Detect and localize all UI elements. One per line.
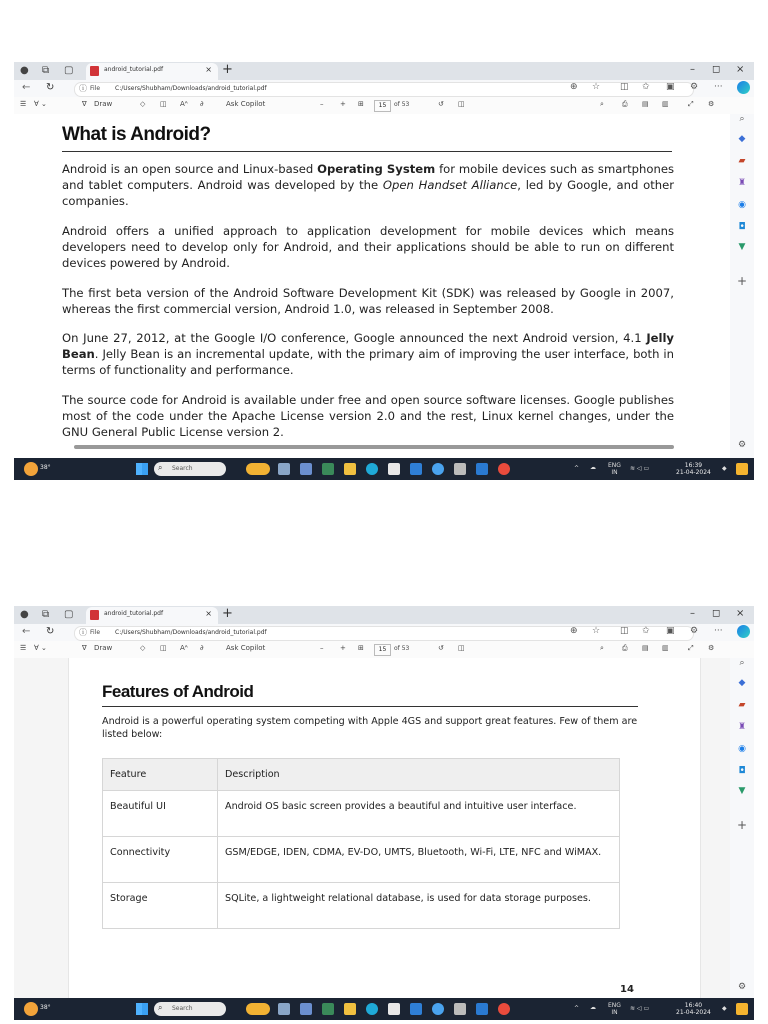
paragraph-3: The first beta version of the Android Software Development Kit (SDK) was released by Google in 2007, whereas the first commercial version, Android 1.0, was released in September 2008. [62,286,674,316]
settings-icon[interactable]: ⚙ [708,100,715,108]
collections-icon[interactable]: ▣ [666,82,675,92]
print-icon[interactable]: ⎙ [622,100,628,108]
network-volume-icon[interactable]: ≋ ◁ ▭ [630,1005,650,1012]
save-icon[interactable]: ▤ [642,644,649,652]
page-total: of 53 [394,645,410,652]
draw-button[interactable]: Draw [94,100,113,108]
description-cell: SQLite, a lightweight relational database, is used for data storage purposes. [218,883,620,929]
contents-icon[interactable]: ☰ [20,100,27,108]
back-icon[interactable]: ← [22,626,31,637]
save-as-icon[interactable]: ▥ [662,100,669,108]
zoom-in-button[interactable]: + [340,100,346,108]
sidebar-games-icon[interactable]: ♜ [737,178,747,188]
tab-title: android_tutorial.pdf [104,610,164,617]
windows-icon[interactable] [136,463,148,475]
sidebar-drop-icon[interactable]: ▼ [738,242,746,252]
fullscreen-icon[interactable]: ⤢ [688,644,694,652]
tab-android-tutorial[interactable] [86,63,218,80]
print-icon[interactable]: ⎙ [622,644,628,652]
search-icon: ⌕ [158,1003,163,1012]
address-path[interactable]: C:/Users/Shubham/Downloads/android_tutorial.pdf [115,629,267,636]
zoom-out-button[interactable]: – [320,100,324,108]
page-view-icon[interactable]: ◫ [160,100,167,108]
favorites-icon[interactable]: ✩ [642,626,650,636]
tab-bar [14,62,754,80]
favorites-icon[interactable]: ✩ [642,82,650,92]
weather-temp: 38° [40,464,51,471]
close-window-button[interactable]: × [736,608,745,619]
split-screen-icon[interactable]: ◫ [620,82,629,92]
copilot-icon[interactable] [737,81,750,94]
new-tab-button[interactable]: + [222,62,233,77]
photos-icon[interactable] [410,463,422,475]
tab-bar [14,606,754,624]
page-gutter [14,658,69,1000]
favorite-icon[interactable]: ☆ [592,626,601,636]
language-indicator[interactable]: ENG IN [608,462,621,476]
sidebar-search-icon[interactable]: ⌕ [739,114,745,124]
taskbar [14,998,754,1020]
edge-icon[interactable] [366,463,378,475]
read-aloud-icon[interactable]: ∂ [200,100,204,108]
sidebar-tools-icon[interactable]: ◉ [738,744,746,754]
fit-icon[interactable]: ⊞ [358,644,364,652]
pdf-icon [90,610,99,620]
copilot-taskbar-icon[interactable] [736,1003,748,1015]
save-as-icon[interactable]: ▥ [662,644,669,652]
weather-icon[interactable] [24,1002,38,1016]
features-table [102,758,620,929]
feature-cell: Connectivity [103,837,218,883]
tab-actions-icon[interactable]: ▢ [64,609,74,620]
zoom-out-button[interactable]: – [320,644,324,652]
sidebar-settings-icon[interactable]: ⚙ [737,440,747,450]
language-indicator[interactable]: ENG IN [608,1002,621,1016]
page-view-icon[interactable]: ◫ [160,644,167,652]
zoom-icon[interactable]: ⊕ [570,626,578,636]
more-button[interactable]: ··· [714,626,723,636]
store-icon[interactable] [388,1003,400,1015]
tab-title: android_tutorial.pdf [104,66,164,73]
page-gutter-right [700,658,730,1000]
taskbar-search[interactable] [154,1002,226,1016]
rotate-icon[interactable]: ↺ [438,644,444,652]
paragraph-2: Android offers a unified approach to application development for mobile devices which means developers need to develop only for Android, and their applications should be able to run on different devices powered by Android. [62,224,674,270]
fullscreen-icon[interactable]: ⤢ [688,100,694,108]
pdf-page-content [14,658,730,1000]
sidebar-outlook-icon[interactable]: ◘ [738,222,746,232]
horizontal-scrollbar[interactable] [14,444,730,450]
widget-icon[interactable] [246,463,270,475]
photos-icon[interactable] [410,1003,422,1015]
search-label: Search [172,1005,193,1012]
tab-close-icon[interactable]: × [205,609,212,618]
two-page-icon[interactable]: ◫ [458,100,465,108]
collections-icon[interactable]: ▣ [666,626,675,636]
sidebar-copilot-icon[interactable]: ◆ [738,678,746,688]
erase-icon[interactable]: ◇ [140,644,146,652]
maximize-button[interactable]: ◻ [712,608,721,619]
store-icon[interactable] [388,463,400,475]
address-label: File [90,85,101,92]
sidebar-outlook-icon[interactable]: ◘ [738,766,746,776]
sidebar-drop-icon[interactable]: ▼ [738,786,746,796]
widget-icon[interactable] [246,1003,270,1015]
weather-icon[interactable] [24,462,38,476]
table-row [103,791,620,837]
search-icon[interactable]: ⌕ [600,100,604,108]
pdf-page-content [14,114,730,458]
tray-chevron-icon[interactable]: ^ [574,1005,580,1012]
copilot-taskbar-icon[interactable] [736,463,748,475]
save-icon[interactable]: ▤ [642,100,649,108]
calculator-icon[interactable] [454,1003,466,1015]
zoom-icon[interactable]: ⊕ [570,82,578,92]
paragraph-4: On June 27, 2012, at the Google I/O conference, Google announced the next Android version, 4.1 Jelly Bean. Jelly Bean is an incremental update, with the primary aim of improving the user interface, both in terms of functionality and performance. [62,331,674,377]
header-description: Description [218,759,620,791]
extensions-icon[interactable]: ⚙ [690,626,699,636]
url-field[interactable] [74,82,694,97]
clock[interactable]: 16:40 21-04-2024 [676,1002,711,1016]
workspaces-icon[interactable]: ⧉ [42,65,50,76]
sidebar-shopping-icon[interactable]: ▰ [738,156,746,166]
app-icon[interactable] [432,1003,444,1015]
page-number-input[interactable]: 15 [374,644,391,656]
new-tab-button[interactable]: + [222,606,233,621]
page-heading: Features of Android [102,682,254,701]
sidebar-copilot-icon[interactable]: ◆ [738,134,746,144]
info-icon[interactable]: ⓘ [79,628,87,637]
media-icon[interactable] [322,1003,334,1015]
tray-chevron-icon[interactable]: ^ [574,465,580,472]
screenshot-page-15 [14,62,754,480]
minimize-button[interactable]: – [690,608,695,619]
draw-icon[interactable]: ∇ [82,644,87,652]
chrome-icon[interactable] [498,463,510,475]
ask-copilot-button[interactable]: Ask Copilot [226,644,266,652]
right-sidebar [730,114,754,458]
two-page-icon[interactable]: ◫ [458,644,465,652]
erase-icon[interactable]: ◇ [140,100,146,108]
taskbar [14,458,754,480]
task-view-icon[interactable] [278,463,290,475]
maximize-button[interactable]: ◻ [712,64,721,75]
table-row [103,883,620,929]
task-view-icon[interactable] [278,1003,290,1015]
address-bar [14,624,754,641]
draw-button[interactable]: Draw [94,644,113,652]
search-icon[interactable]: ⌕ [600,644,604,652]
refresh-icon[interactable]: ↻ [46,626,55,637]
settings-icon[interactable]: ⚙ [708,644,715,652]
draw-icon[interactable]: ∇ [82,100,87,108]
text-size-button[interactable]: Aᴬ [180,100,188,108]
paragraph-5: The source code for Android is available under free and open source software licenses. Google publishes most of the code under the Apache License version 2.0 and the rest, Linux kernel changes, under the GNU General Public License version 2. [62,393,674,439]
address-label: File [90,629,101,636]
extensions-icon[interactable]: ⚙ [690,82,699,92]
sidebar-shopping-icon[interactable]: ▰ [738,700,746,710]
pdf-toolbar [14,641,754,659]
tab-actions-icon[interactable]: ▢ [64,65,74,76]
page-heading: What is Android? [62,124,211,145]
copilot-icon[interactable] [737,625,750,638]
teams-icon[interactable] [300,463,312,475]
heading-rule [102,706,638,707]
notification-icon[interactable]: ◆ [722,465,727,472]
feature-cell: Beautiful UI [103,791,218,837]
sidebar-add-icon[interactable]: + [736,274,748,288]
split-screen-icon[interactable]: ◫ [620,626,629,636]
more-button[interactable]: ··· [714,82,723,92]
screenshot-page-14 [14,606,754,1020]
page-number-input[interactable]: 15 [374,100,391,112]
highlight-icon[interactable]: ∀ ⌄ [34,644,47,652]
sidebar-tools-icon[interactable]: ◉ [738,200,746,210]
profile-icon[interactable]: ● [20,609,29,620]
edge-icon[interactable] [366,1003,378,1015]
url-field[interactable] [74,626,694,641]
windows-icon[interactable] [136,1003,148,1015]
table-row [103,837,620,883]
app-icon[interactable] [432,463,444,475]
taskbar-search[interactable] [154,462,226,476]
search-label: Search [172,465,193,472]
media-icon[interactable] [322,463,334,475]
profile-icon[interactable]: ● [20,65,29,76]
feature-cell: Storage [103,883,218,929]
close-window-button[interactable]: × [736,64,745,75]
file-explorer-icon[interactable] [344,463,356,475]
pdf-toolbar [14,97,754,115]
paragraph-1: Android is an open source and Linux-based Operating System for mobile devices such as smartphones and tablet computers. Android was developed by the Open Handset Alliance, led by Google, and other companies. [62,162,675,208]
read-aloud-icon[interactable]: ∂ [200,644,204,652]
tab-android-tutorial[interactable] [86,607,218,624]
minimize-button[interactable]: – [690,64,695,75]
contents-icon[interactable]: ☰ [20,644,27,652]
pdf-icon [90,66,99,76]
search-icon: ⌕ [158,463,163,472]
header-feature: Feature [103,759,218,791]
calculator-icon[interactable] [454,463,466,475]
ask-copilot-button[interactable]: Ask Copilot [226,100,266,108]
tray-weather-icon[interactable]: ☁ [590,1004,596,1011]
text-size-button[interactable]: Aᴬ [180,644,188,652]
workspaces-icon[interactable]: ⧉ [42,609,50,620]
refresh-icon[interactable]: ↻ [46,82,55,93]
weather-temp: 38° [40,1004,51,1011]
favorite-icon[interactable]: ☆ [592,82,601,92]
fit-icon[interactable]: ⊞ [358,100,364,108]
file-explorer-icon[interactable] [344,1003,356,1015]
clock[interactable]: 16:39 21-04-2024 [676,462,711,476]
page-total: of 53 [394,101,410,108]
address-bar [14,80,754,97]
page-number: 14 [620,984,634,995]
vscode-icon[interactable] [476,1003,488,1015]
back-icon[interactable]: ← [22,82,31,93]
description-cell: Android OS basic screen provides a beautiful and intuitive user interface. [218,791,620,837]
network-volume-icon[interactable]: ≋ ◁ ▭ [630,465,650,472]
sidebar-settings-icon[interactable]: ⚙ [737,982,747,992]
info-icon[interactable]: ⓘ [79,84,87,93]
zoom-in-button[interactable]: + [340,644,346,652]
tray-weather-icon[interactable]: ☁ [590,464,596,471]
address-path[interactable]: C:/Users/Shubham/Downloads/android_tutorial.pdf [115,85,267,92]
sidebar-search-icon[interactable]: ⌕ [739,658,745,668]
right-sidebar [730,658,754,998]
teams-icon[interactable] [300,1003,312,1015]
notification-icon[interactable]: ◆ [722,1005,727,1012]
tab-close-icon[interactable]: × [205,65,212,74]
rotate-icon[interactable]: ↺ [438,100,444,108]
vscode-icon[interactable] [476,463,488,475]
sidebar-games-icon[interactable]: ♜ [737,722,747,732]
highlight-icon[interactable]: ∀ ⌄ [34,100,47,108]
description-cell: GSM/EDGE, IDEN, CDMA, EV-DO, UMTS, Bluetooth, Wi-Fi, LTE, NFC and WiMAX. [218,837,620,883]
heading-rule [62,151,672,152]
intro-paragraph: Android is a powerful operating system competing with Apple 4GS and support great features. Few of them are listed below: [102,716,638,740]
sidebar-add-icon[interactable]: + [736,818,748,832]
chrome-icon[interactable] [498,1003,510,1015]
